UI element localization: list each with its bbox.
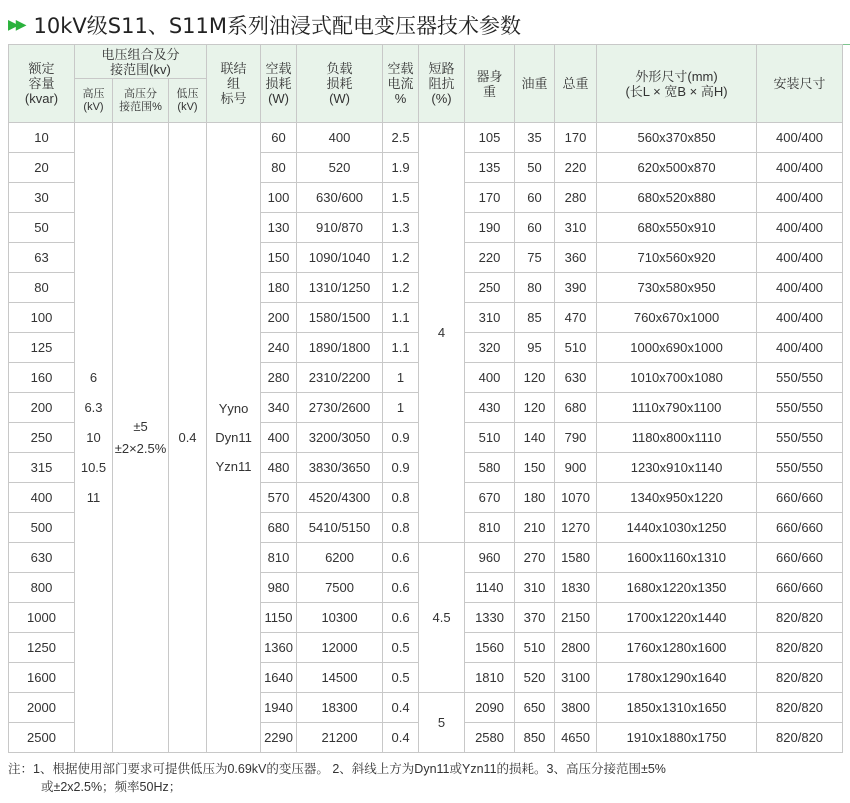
cell-total-weight: 360 [555,243,597,273]
cell-load-loss: 520 [297,153,383,183]
cell-install: 400/400 [757,123,843,153]
cell-body-weight: 170 [465,183,515,213]
footnote [8,760,842,796]
cell-install: 550/550 [757,423,843,453]
header-voltage-group: 电压组合及分 接范围(kv) [75,45,207,79]
cell-oil-weight: 80 [515,273,555,303]
cell-dimensions: 1230x910x1140 [597,453,757,483]
cell-install: 660/660 [757,513,843,543]
cell-total-weight: 630 [555,363,597,393]
cell-capacity: 800 [9,573,75,603]
cell-oil-weight: 95 [515,333,555,363]
cell-load-loss: 14500 [297,663,383,693]
cell-body-weight: 2090 [465,693,515,723]
cell-dimensions: 760x670x1000 [597,303,757,333]
cell-total-weight: 1580 [555,543,597,573]
cell-no-load-current: 0.9 [383,453,419,483]
cell-impedance [419,693,465,753]
cell-capacity: 2500 [9,723,75,753]
cell-no-load-loss: 810 [261,543,297,573]
cell-capacity: 200 [9,393,75,423]
cell-no-load-loss: 130 [261,213,297,243]
cell-load-loss: 10300 [297,603,383,633]
cell-no-load-current: 0.5 [383,633,419,663]
cell-install: 820/820 [757,693,843,723]
cell-total-weight: 2150 [555,603,597,633]
cell-no-load-current: 0.4 [383,723,419,753]
cell-body-weight: 1330 [465,603,515,633]
cell-dimensions: 1010x700x1080 [597,363,757,393]
cell-no-load-current: 1.9 [383,153,419,183]
cell-dimensions: 1680x1220x1350 [597,573,757,603]
cell-oil-weight: 150 [515,453,555,483]
cell-no-load-current: 1 [383,363,419,393]
cell-no-load-current: 1 [383,393,419,423]
cell-impedance-value: 5 [437,714,446,730]
cell-load-loss: 400 [297,123,383,153]
cell-body-weight: 320 [465,333,515,363]
cell-dimensions: 1700x1220x1440 [597,603,757,633]
cell-total-weight: 470 [555,303,597,333]
cell-dimensions: 1000x690x1000 [597,333,757,363]
cell-no-load-loss: 570 [261,483,297,513]
cell-capacity: 10 [9,123,75,153]
cell-total-weight: 900 [555,453,597,483]
cell-no-load-loss: 1150 [261,603,297,633]
cell-total-weight: 3800 [555,693,597,723]
cell-no-load-loss: 200 [261,303,297,333]
cell-no-load-loss: 80 [261,153,297,183]
cell-oil-weight: 510 [515,633,555,663]
cell-oil-weight: 50 [515,153,555,183]
cell-install: 400/400 [757,303,843,333]
cell-capacity: 2000 [9,693,75,723]
cell-no-load-current: 1.1 [383,333,419,363]
header-oil-weight: 油重 [515,45,555,123]
spec-table [8,44,843,753]
cell-tap [113,123,169,753]
cell-no-load-loss: 400 [261,423,297,453]
header-no-load-current: 空载 电流 % [383,45,419,123]
cell-no-load-loss: 100 [261,183,297,213]
cell-install: 660/660 [757,483,843,513]
cell-total-weight: 1830 [555,573,597,603]
cell-total-weight: 1270 [555,513,597,543]
header-body-weight: 器身 重 [465,45,515,123]
cell-capacity: 100 [9,303,75,333]
cell-capacity: 1250 [9,633,75,663]
cell-load-loss: 12000 [297,633,383,663]
header-load-loss: 负载 损耗 (W) [297,45,383,123]
cell-total-weight: 220 [555,153,597,183]
cell-oil-weight: 210 [515,513,555,543]
cell-no-load-current: 0.9 [383,423,419,453]
cell-install: 400/400 [757,213,843,243]
cell-no-load-current: 0.8 [383,513,419,543]
cell-oil-weight: 75 [515,243,555,273]
cell-body-weight: 2580 [465,723,515,753]
cell-load-loss: 4520/4300 [297,483,383,513]
cell-dimensions: 680x520x880 [597,183,757,213]
cell-load-loss: 3830/3650 [297,453,383,483]
cell-no-load-loss: 980 [261,573,297,603]
cell-load-loss: 2730/2600 [297,393,383,423]
cell-oil-weight: 270 [515,543,555,573]
cell-no-load-current: 1.5 [383,183,419,213]
cell-install: 820/820 [757,603,843,633]
cell-no-load-loss: 60 [261,123,297,153]
cell-no-load-current: 0.6 [383,603,419,633]
cell-total-weight: 170 [555,123,597,153]
header-no-load-loss: 空载 损耗 (W) [261,45,297,123]
cell-oil-weight: 120 [515,393,555,423]
cell-install: 400/400 [757,333,843,363]
cell-body-weight: 1810 [465,663,515,693]
cell-hv-value: 6 [89,369,98,385]
cell-capacity: 80 [9,273,75,303]
cell-oil-weight: 35 [515,123,555,153]
cell-oil-weight: 140 [515,423,555,453]
cell-no-load-current: 0.4 [383,693,419,723]
cell-dimensions: 1850x1310x1650 [597,693,757,723]
cell-body-weight: 510 [465,423,515,453]
cell-connection-value: Yzn11 [215,459,252,474]
cell-oil-weight: 60 [515,213,555,243]
cell-dimensions: 1780x1290x1640 [597,663,757,693]
cell-dimensions: 620x500x870 [597,153,757,183]
cell-no-load-current: 1.2 [383,273,419,303]
cell-dimensions: 560x370x850 [597,123,757,153]
cell-total-weight: 680 [555,393,597,423]
table-header [9,45,843,123]
cell-body-weight: 1560 [465,633,515,663]
cell-body-weight: 400 [465,363,515,393]
cell-body-weight: 810 [465,513,515,543]
cell-load-loss: 18300 [297,693,383,723]
cell-lv [169,123,207,753]
cell-dimensions: 1110x790x1100 [597,393,757,423]
cell-dimensions: 1440x1030x1250 [597,513,757,543]
cell-load-loss: 3200/3050 [297,423,383,453]
cell-no-load-loss: 280 [261,363,297,393]
cell-tap-value: ±5 [133,418,148,434]
footnote-line-2: 或±2x2.5%；频率50Hz； [41,780,182,794]
cell-load-loss: 2310/2200 [297,363,383,393]
table-body [9,123,843,753]
cell-hv-value: 11 [86,489,101,505]
cell-capacity: 1600 [9,663,75,693]
cell-body-weight: 580 [465,453,515,483]
cell-capacity: 630 [9,543,75,573]
cell-total-weight: 2800 [555,633,597,663]
cell-oil-weight: 370 [515,603,555,633]
cell-capacity: 125 [9,333,75,363]
cell-install: 820/820 [757,663,843,693]
header-connection: 联结 组 标号 [207,45,261,123]
cell-no-load-current: 0.6 [383,573,419,603]
cell-body-weight: 135 [465,153,515,183]
cell-dimensions: 730x580x950 [597,273,757,303]
cell-load-loss: 1580/1500 [297,303,383,333]
cell-impedance-value: 4.5 [432,609,451,625]
cell-oil-weight: 850 [515,723,555,753]
cell-body-weight: 105 [465,123,515,153]
cell-load-loss: 630/600 [297,183,383,213]
header-total-weight: 总重 [555,45,597,123]
cell-impedance-value: 4 [437,324,446,340]
cell-no-load-loss: 680 [261,513,297,543]
cell-capacity: 20 [9,153,75,183]
header-dimensions: 外形尺寸(mm) (长L × 宽B × 高H) [597,45,757,123]
cell-capacity: 500 [9,513,75,543]
header-tap: 高压分 接范围% [113,79,169,123]
cell-install: 400/400 [757,273,843,303]
cell-install: 660/660 [757,543,843,573]
cell-total-weight: 390 [555,273,597,303]
cell-hv-value: 10 [86,429,101,445]
cell-install: 820/820 [757,723,843,753]
cell-total-weight: 310 [555,213,597,243]
cell-install: 550/550 [757,453,843,483]
cell-install: 660/660 [757,573,843,603]
cell-oil-weight: 60 [515,183,555,213]
cell-connection-value: Dyn11 [215,430,252,445]
cell-no-load-current: 1.2 [383,243,419,273]
cell-dimensions: 1600x1160x1310 [597,543,757,573]
cell-capacity: 30 [9,183,75,213]
cell-oil-weight: 180 [515,483,555,513]
cell-total-weight: 280 [555,183,597,213]
footnote-line-1: 注：1、根据使用部门要求可提供低压为0.69kV的变压器。 2、斜线上方为Dyn11或Yzn11的损耗。3、高压分接范围±5% [8,762,666,776]
cell-no-load-current: 0.5 [383,663,419,693]
cell-no-load-loss: 480 [261,453,297,483]
cell-dimensions: 680x550x910 [597,213,757,243]
cell-load-loss: 21200 [297,723,383,753]
cell-no-load-current: 1.3 [383,213,419,243]
cell-capacity: 160 [9,363,75,393]
cell-body-weight: 1140 [465,573,515,603]
cell-capacity: 50 [9,213,75,243]
cell-no-load-current: 2.5 [383,123,419,153]
cell-capacity: 315 [9,453,75,483]
cell-lv-value: 0.4 [178,429,197,445]
cell-no-load-loss: 150 [261,243,297,273]
double-arrow-icon: ▶▶ [8,17,24,33]
cell-body-weight: 190 [465,213,515,243]
cell-load-loss: 910/870 [297,213,383,243]
cell-total-weight: 510 [555,333,597,363]
cell-install: 550/550 [757,363,843,393]
cell-total-weight: 790 [555,423,597,453]
cell-dimensions: 1180x800x1110 [597,423,757,453]
cell-total-weight: 4650 [555,723,597,753]
cell-no-load-loss: 1940 [261,693,297,723]
cell-load-loss: 5410/5150 [297,513,383,543]
cell-hv-value: 6.3 [84,399,103,415]
cell-no-load-current: 0.8 [383,483,419,513]
cell-total-weight: 1070 [555,483,597,513]
cell-install: 400/400 [757,243,843,273]
cell-no-load-current: 1.1 [383,303,419,333]
cell-load-loss: 1090/1040 [297,243,383,273]
cell-load-loss: 1310/1250 [297,273,383,303]
cell-hv [75,123,113,753]
cell-connection-value: Yyno [218,401,249,416]
cell-total-weight: 3100 [555,663,597,693]
cell-dimensions: 1910x1880x1750 [597,723,757,753]
cell-capacity: 400 [9,483,75,513]
cell-no-load-loss: 1640 [261,663,297,693]
cell-body-weight: 430 [465,393,515,423]
cell-no-load-loss: 240 [261,333,297,363]
cell-install: 550/550 [757,393,843,423]
cell-install: 400/400 [757,183,843,213]
header-capacity: 额定 容量 (kvar) [9,45,75,123]
cell-oil-weight: 650 [515,693,555,723]
cell-body-weight: 960 [465,543,515,573]
cell-oil-weight: 520 [515,663,555,693]
cell-impedance [419,543,465,693]
cell-install: 400/400 [757,153,843,183]
cell-no-load-loss: 1360 [261,633,297,663]
cell-capacity: 63 [9,243,75,273]
cell-no-load-loss: 2290 [261,723,297,753]
cell-no-load-current: 0.6 [383,543,419,573]
title-bar [8,10,521,40]
cell-tap-value: ±2×2.5% [114,440,167,456]
header-lv: 低压 (kV) [169,79,207,123]
header-install: 安装尺寸 [757,45,843,123]
cell-connection [207,123,261,753]
table-row [9,123,843,153]
cell-load-loss: 7500 [297,573,383,603]
cell-oil-weight: 310 [515,573,555,603]
cell-hv-value: 10.5 [80,459,107,475]
cell-dimensions: 710x560x920 [597,243,757,273]
cell-capacity: 1000 [9,603,75,633]
cell-dimensions: 1340x950x1220 [597,483,757,513]
cell-body-weight: 670 [465,483,515,513]
cell-body-weight: 250 [465,273,515,303]
header-impedance: 短路 阻抗 (%) [419,45,465,123]
page-title: 10kV级S11、S11M系列油浸式配电变压器技术参数 [33,14,522,38]
cell-capacity: 250 [9,423,75,453]
cell-load-loss: 6200 [297,543,383,573]
cell-load-loss: 1890/1800 [297,333,383,363]
header-hv: 高压 (kV) [75,79,113,123]
cell-install: 820/820 [757,633,843,663]
cell-oil-weight: 85 [515,303,555,333]
cell-no-load-loss: 340 [261,393,297,423]
cell-oil-weight: 120 [515,363,555,393]
cell-body-weight: 310 [465,303,515,333]
cell-impedance [419,123,465,543]
cell-no-load-loss: 180 [261,273,297,303]
cell-body-weight: 220 [465,243,515,273]
cell-dimensions: 1760x1280x1600 [597,633,757,663]
